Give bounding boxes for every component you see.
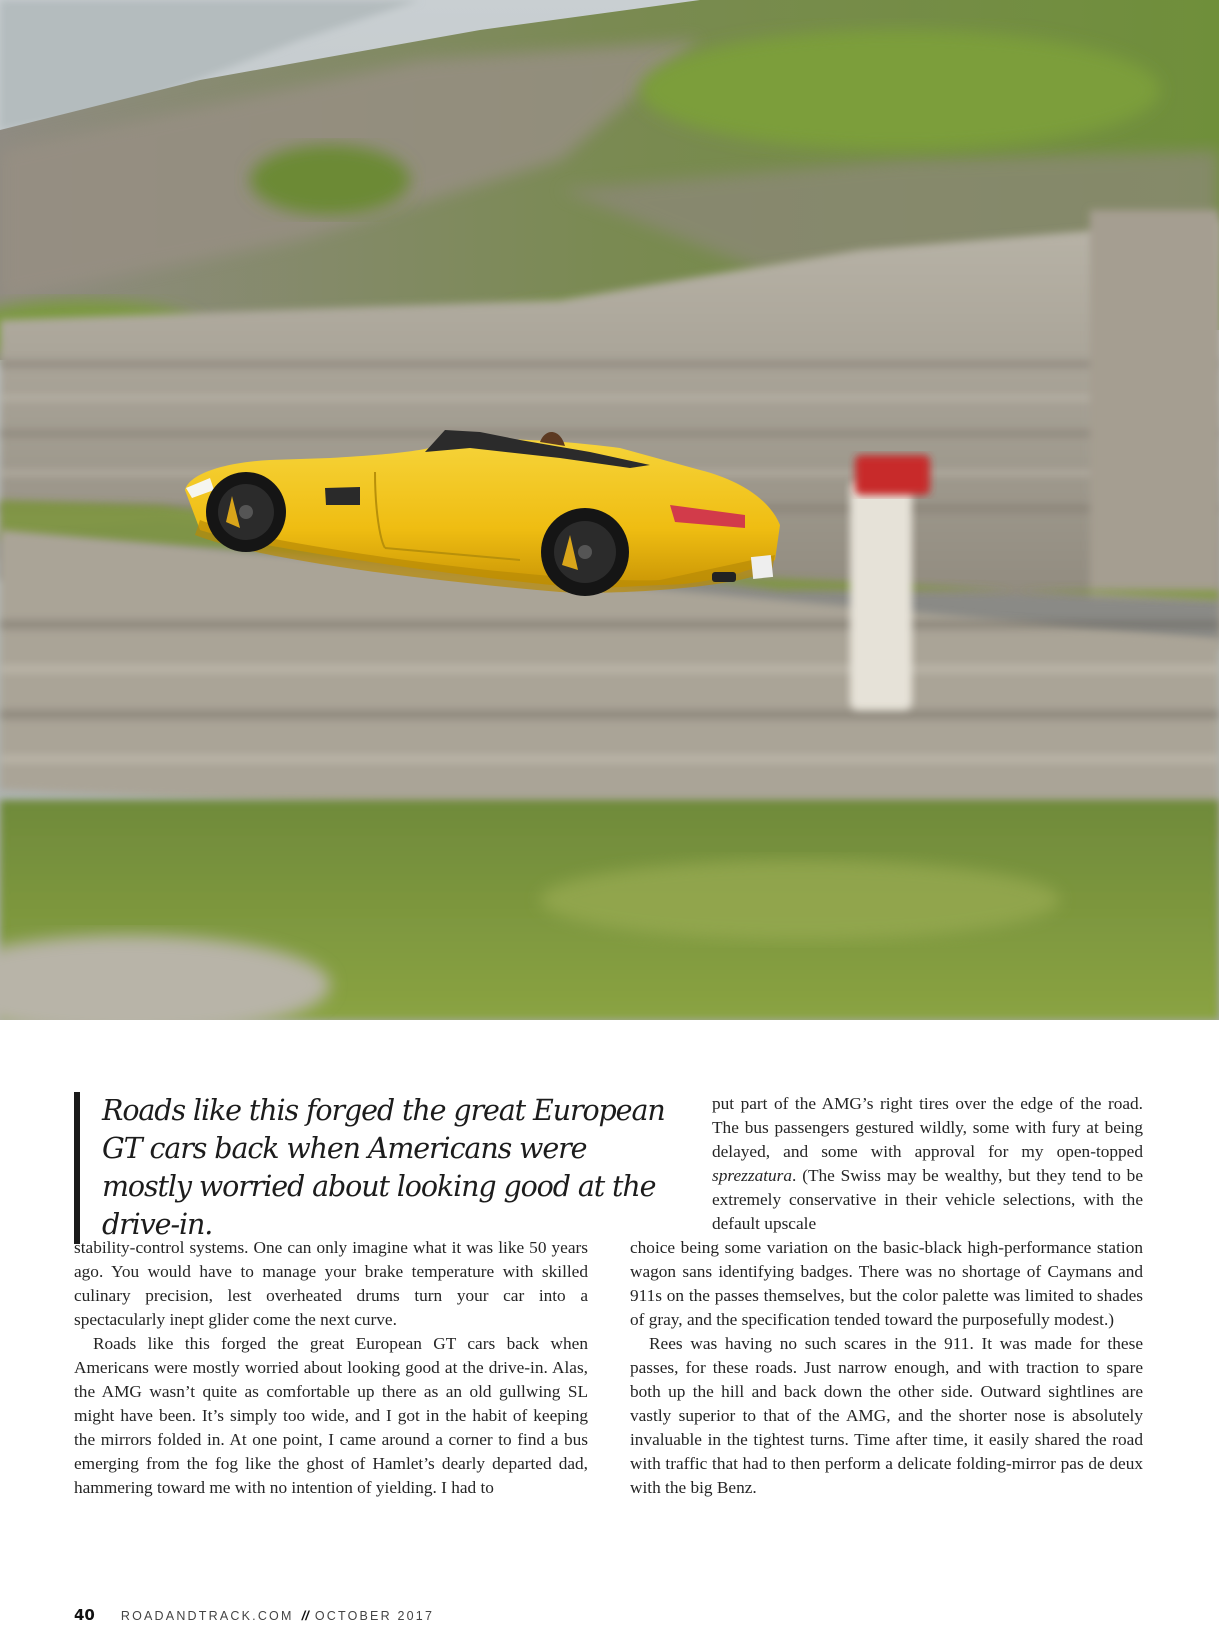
text-segment: . (The Swiss may be wealthy, but they tend to be extremely conservative in their vehicle selections, with the default upscale xyxy=(712,1166,1143,1233)
text-segment: put part of the AMG’s right tires over the edge of the road. The bus passengers gestured wildly, some with fury at being delayed, and some with approval for my open-topped xyxy=(712,1094,1143,1161)
body-paragraph: choice being some variation on the basic-black high-performance station wagon sans identifying badges. There was no shortage of Caymans and 911s on the passes themselves, but the color palette was limited to shades of gray, and the specification tended toward the purposefully modest.) xyxy=(630,1238,1143,1329)
page-number: 40 xyxy=(74,1606,95,1624)
footer-issue: OCTOBER 2017 xyxy=(314,1609,435,1623)
footer-separator: // xyxy=(301,1608,309,1623)
right-column xyxy=(630,1236,1143,1500)
pull-quote: Roads like this forged the great European GT cars back when Americans were mostly worried about looking good at the drive-in. xyxy=(74,1092,682,1244)
body-paragraph: Roads like this forged the great European GT cars back when Americans were mostly worried about looking good at the drive-in. Alas, the AMG wasn’t quite as comfortable up there as an old gullwing SL might have been. It’s simply too wide, and I got in the habit of keeping the mirrors folded in. At one point, I came around a corner to find a bus emerging from the fog like the ghost of Hamlet’s dearly departed dad, hammering toward me with no intention of yielding. I had to xyxy=(74,1334,588,1497)
body-paragraph: Rees was having no such scares in the 911. It was made for these passes, for these roads. Just narrow enough, and with traction to spare both up the hill and back down the other side. Outward sightlines are vastly superior to that of the AMG, and the shorter nose is absolutely invaluable in the tightest turns. Time after time, it easily shared the road with traffic that had to then perform a delicate folding-mirror pas de deux with the big Benz. xyxy=(630,1334,1143,1497)
left-column xyxy=(74,1236,588,1500)
body-paragraph: stability-control systems. One can only imagine what it was like 50 years ago. You would have to manage your brake temperature with skilled culinary precision, lest overheated drums turn your car into a spectacularly inept glider come the next curve. xyxy=(74,1238,588,1329)
right-column-top-paragraph xyxy=(712,1092,1143,1236)
right-column-top xyxy=(712,1092,1143,1236)
page-footer xyxy=(74,1606,434,1624)
italic-term: sprezzatura xyxy=(712,1166,793,1185)
footer-site: ROADANDTRACK.COM xyxy=(120,1609,294,1623)
